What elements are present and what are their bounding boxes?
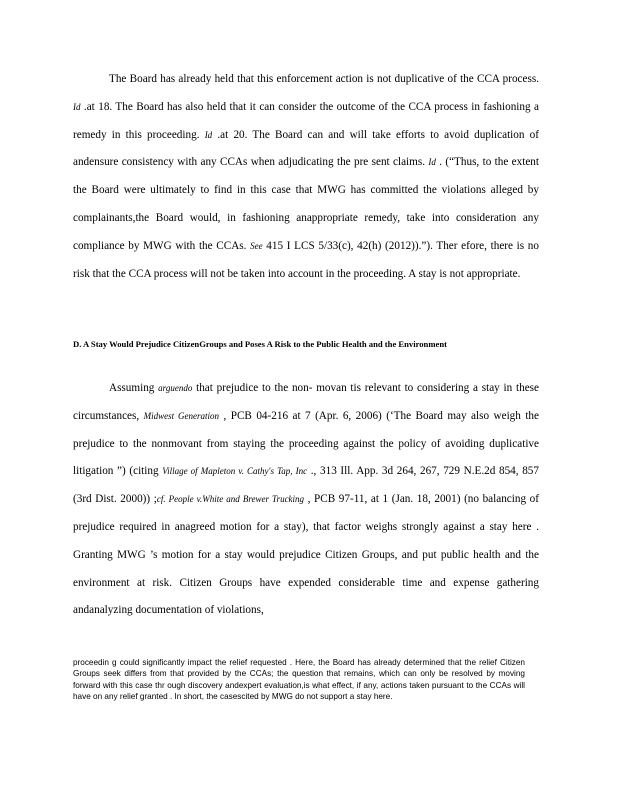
paragraph-prejudice bbox=[73, 375, 539, 625]
footnote-continuation: proceedin g could significantly impact the relief requested . Here, the Board has already determined that the relief Citizen Groups seek differs from that provided by the CCAs; the question that remains, which can only be resolved by moving forward with this case thr ough discovery andexpert evaluation,is what effect, if any, actions taken pursuant to the CCAs will have on any relief granted . In short, the casescited by MWG do not support a stay here. bbox=[73, 658, 525, 702]
term-arguendo: arguendo bbox=[158, 383, 193, 393]
paragraph-duplication bbox=[73, 66, 539, 288]
citation-see: See bbox=[250, 240, 263, 251]
para2-text-a: Assuming bbox=[109, 382, 159, 394]
para1-text-e: 415 I LCS 5/33(c), 42(h) (2012)).”). Ther efore, there is no risk that the CCA process will not be taken into account in the proceeding. A stay is not appropriate. bbox=[73, 239, 539, 280]
para2-text-c: , PCB 04-216 at 7 (Apr. 6, 2006) (‘The Board may also weigh the prejudice to the nonmovant from staying the proceeding against the policy of avoiding duplicative litigation ”) (citing bbox=[73, 409, 539, 478]
citation-village-of-mapleton: Village of Mapleton v. Cathy's Tap, Inc bbox=[162, 466, 308, 477]
citation-id-1: Id bbox=[73, 101, 81, 112]
para2-text-b: that prejudice to the non- movan tis relevant to considering a stay in these circumstances, bbox=[73, 382, 539, 422]
para1-text-b: .at 18. The Board has also held that it can consider the outcome of the CCA process in fashioning a remedy in this proceeding. bbox=[73, 100, 539, 141]
para2-text-d: ., 313 Ill. App. 3d 264, 267, 729 N.E.2d 854, 857 (3rd Dist. 2000)) ; bbox=[73, 465, 539, 506]
citation-id-2: Id bbox=[204, 129, 213, 140]
citation-people-v-white: cf. People v.White and Brewer Trucking bbox=[156, 494, 305, 505]
citation-midwest-generation: Midwest Generation bbox=[143, 410, 220, 421]
section-heading-d: D. A Stay Would Prejudice CitizenGroups and Poses A Risk to the Public Health and the Environment bbox=[73, 339, 447, 349]
citation-id-3: Id bbox=[428, 157, 436, 168]
para1-text-a: The Board has already held that this enforcement action is not duplicative of the CCA process. bbox=[109, 73, 539, 85]
para1-text-d: . (“Thus, to the extent the Board were ultimately to find in this case that MWG has committed the violations alleged by complainants,the Board would, in fashioning anappropriate remedy, take into consideration any compliance by MWG with the CCAs. bbox=[73, 156, 539, 252]
para1-text-c: .at 20. The Board can and will take efforts to avoid duplication of andensure consistency with any CCAs when adjudicating the pre sent claims. bbox=[73, 128, 539, 169]
para2-text-e: , PCB 97-11, at 1 (Jan. 18, 2001) (no balancing of prejudice required in anagreed motion for a stay), that factor weighs strongly against a stay here . Granting MWG ’s motion for a stay would prejudice Citizen Groups, and put public health and the environment at risk. Citizen Groups have expended considerable time and expense gathering andanalyzing documentation of violations, bbox=[73, 493, 539, 617]
